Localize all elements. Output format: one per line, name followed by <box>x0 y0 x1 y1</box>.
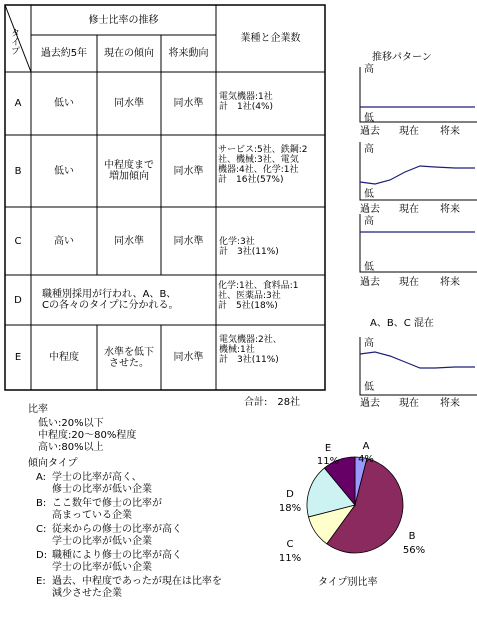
row-e-industry: 電気機器:2社、 機械:1社 計 3社(11%) <box>219 335 282 365</box>
col-industry-header: 業種と企業数 <box>240 33 301 44</box>
pattern-mixed-line <box>360 352 475 368</box>
trend-title: 傾向タイプ <box>28 458 78 469</box>
row-c-type: C <box>14 235 22 247</box>
pattern-b-x1: 現在 <box>399 204 419 215</box>
pattern-c-x1: 現在 <box>399 277 419 288</box>
col-future-header: 将来動向 <box>168 48 209 59</box>
col-current-header: 現在の傾向 <box>104 48 154 59</box>
pattern-c-x2: 将来 <box>440 277 460 288</box>
type-header: タイプ <box>9 28 19 55</box>
pattern-mixed-x1: 現在 <box>399 398 419 409</box>
row-c-past: 高い <box>54 235 74 247</box>
row-b-industry: サービス:5社、鉄鋼:2 社、機械:3社、電気 機器:4社、化学:1社 計 16社(57%) <box>218 145 308 185</box>
row-b-future: 同水準 <box>173 165 204 177</box>
pattern-b-high: 高 <box>364 144 374 155</box>
row-a-future: 同水準 <box>173 98 204 109</box>
row-d-type: D <box>14 294 22 306</box>
pie-label-d-name: D <box>286 489 294 500</box>
pattern-a-x2: 将来 <box>440 126 460 137</box>
row-c-industry: 化学:3社 計 3社(11%) <box>219 237 279 257</box>
row-a-current: 同水準 <box>114 98 144 109</box>
pattern-mixed-x2: 将来 <box>440 398 460 409</box>
pattern-b-x2: 将来 <box>440 204 460 215</box>
pattern-a-x0: 過去 <box>360 126 380 137</box>
pattern-mixed-high: 高 <box>364 338 374 349</box>
pattern-c-high: 高 <box>364 216 374 227</box>
pie-label-d-value: 18% <box>278 503 302 514</box>
ratio-title: 比率 <box>28 404 48 415</box>
pie-label-c-name: C <box>286 539 294 550</box>
row-a-past: 低い <box>54 98 74 109</box>
pattern-mixed-low: 低 <box>364 382 374 393</box>
pattern-b-line <box>360 166 475 184</box>
pie-label-a-name: A <box>362 441 370 452</box>
patterns-title: 推移パターン <box>372 52 432 63</box>
pattern-b-low: 低 <box>364 189 374 200</box>
pattern-mixed-x0: 過去 <box>360 398 380 409</box>
patterns-mixed-title: A、B、C 混在 <box>370 318 434 329</box>
pie-label-b-name: B <box>408 531 416 542</box>
row-e-type: E <box>14 352 22 363</box>
pattern-a-low: 低 <box>364 113 374 124</box>
pie-label-e-value: 11% <box>316 456 340 467</box>
total-count: 合計: 28社 <box>244 397 301 408</box>
pie-label-c-value: 11% <box>278 553 302 564</box>
pattern-c-low: 低 <box>364 262 374 273</box>
row-b-past: 低い <box>54 165 74 177</box>
pie-label-e-name: E <box>324 443 332 454</box>
pie-label-b-value: 56% <box>402 545 426 556</box>
pattern-a-x1: 現在 <box>399 126 419 137</box>
row-c-future: 同水準 <box>173 235 204 247</box>
row-e-past: 中程度 <box>49 352 79 363</box>
col-past-header: 過去約5年 <box>40 48 88 59</box>
row-d-merged: 職種別採用が行われ、A、B、 Cの各々のタイプに分かれる。 <box>42 289 179 311</box>
pattern-b-x0: 過去 <box>360 204 380 215</box>
row-a-type: A <box>14 98 22 109</box>
row-b-type: B <box>14 165 22 177</box>
row-a-industry: 電気機器:1社 計 1社(4%) <box>219 92 274 112</box>
header-group-title: 修士比率の推移 <box>88 14 159 26</box>
legend-block <box>28 404 222 600</box>
pie-label-a-value: 4% <box>358 454 374 465</box>
pattern-a-high: 高 <box>364 64 374 75</box>
row-d-industry: 化学:1社、食料品:1 社、医薬品:3社 計 5社(18%) <box>218 281 299 311</box>
row-e-future: 同水準 <box>173 352 204 363</box>
ratio-items: 低い:20%以下 中程度:20～80%程度 高い:80%以上 <box>38 418 137 453</box>
row-b-current: 中程度まで 増加傾向 <box>104 160 154 182</box>
trend-items: A: 学士の比率が高く、 修士の比率が低い企業 B: ここ数年で修士の比率が 高まっている企業 C: 従来からの修士の比率が高く 学士の比率が低い企業 D: 職種により修士の比率が高く 学士の比率が低い企業 E: 過去、中程度であったが現在は比率を 減少させた企業 <box>36 472 222 599</box>
row-c-current: 同水準 <box>114 235 144 247</box>
row-e-current: 水準を低下 させた。 <box>104 346 154 369</box>
pattern-c-x0: 過去 <box>360 277 380 288</box>
pie-title: タイプ別比率 <box>318 577 378 588</box>
